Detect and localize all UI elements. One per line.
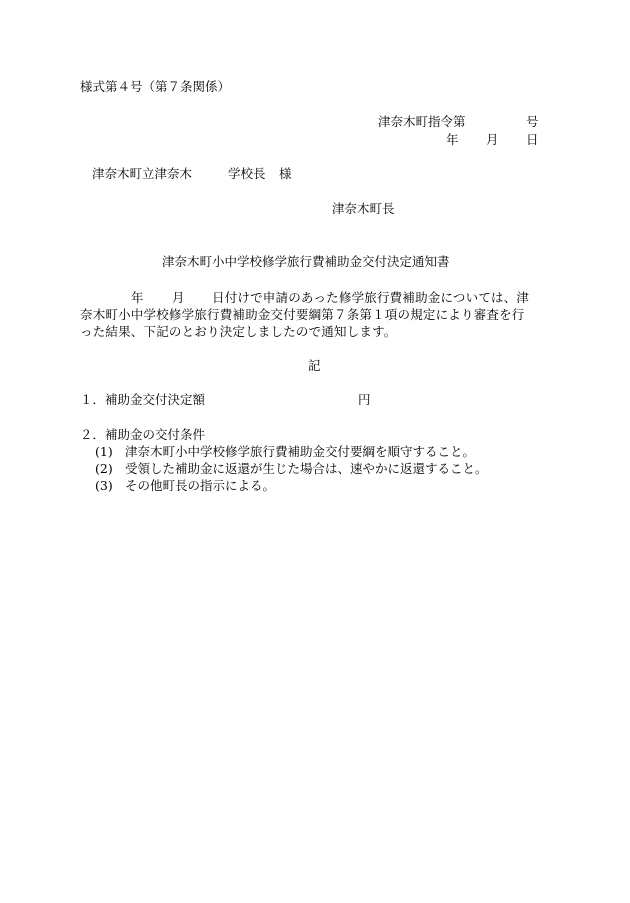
- directive-number-suffix: 号: [526, 114, 539, 129]
- condition-text: 受領した補助金に返還が生じた場合は、速やかに返還すること。: [125, 461, 488, 476]
- addressee-honorific: 様: [279, 166, 292, 181]
- body-line-2: 奈木町小中学校修学旅行費補助金交付要綱第７条第１項の規定により審査を行: [80, 307, 525, 322]
- addressee-title: 学校長: [228, 166, 266, 181]
- document-title: 津奈木町小中学校修学旅行費補助金交付決定通知書: [162, 254, 450, 269]
- ki-heading: 記: [308, 358, 321, 373]
- directive-number-prefix: 津奈木町指令第: [378, 114, 466, 129]
- body-month: 月: [172, 290, 185, 305]
- body-line-3: った結果、下記のとおり決定しましたので通知します。: [80, 324, 397, 339]
- date-month: 月: [486, 132, 499, 147]
- form-number: 様式第４号（第７条関係）: [80, 79, 231, 94]
- condition-text: 津奈木町小中学校修学旅行費補助金交付要綱を順守すること。: [125, 444, 476, 459]
- condition-number: (3): [95, 478, 113, 493]
- section-1-unit: 円: [358, 392, 371, 407]
- body-line-1: 日付けで申請のあった修学旅行費補助金については、津: [212, 290, 530, 305]
- condition-number: (2): [95, 461, 113, 476]
- addressee-school: 津奈木町立津奈木: [92, 166, 193, 181]
- body-year: 年: [131, 290, 144, 305]
- sender-name: 津奈木町長: [332, 201, 395, 216]
- date-year: 年: [446, 132, 459, 147]
- condition-text: その他町長の指示による。: [125, 478, 276, 493]
- date-day: 日: [526, 132, 539, 147]
- section-2-label: ２．補助金の交付条件: [80, 427, 206, 442]
- condition-number: (1): [95, 444, 113, 459]
- section-1-label: １．補助金交付決定額: [80, 392, 206, 407]
